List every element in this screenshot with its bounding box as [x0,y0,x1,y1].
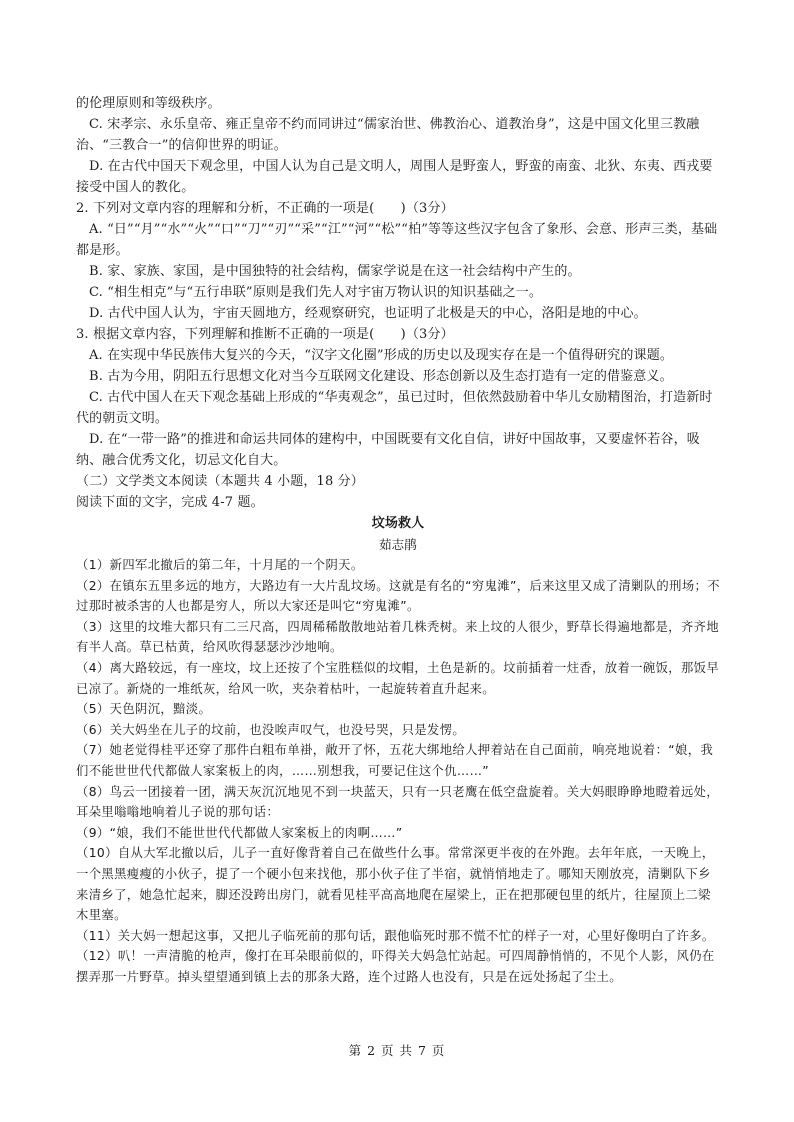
story-paragraph: （3）这里的坟堆大都只有二三尺高，四周稀稀散散地站着几株秃树。来上坟的人很少，野草长得遍地都是，齐齐地有半人高。草已枯黄，给风吹得瑟瑟沙沙地响。 [76,619,720,655]
question-2-stem: 2. 下列对文章内容的理解和分析，不正确的一项是( )（3分） [76,201,454,216]
q2-option-a: A. “日”“月”“水”“火”“口”“刀”“刃”“采”“江”“河”“松”“柏”等等这些汉字包含了象形、会意、形声三类，基础都是形。 [76,222,718,258]
page-content [76,93,720,987]
story-paragraph: （6）关大妈坐在儿子的坟前，也没唉声叹气，也没号哭，只是发愣。 [76,722,466,737]
q1-option-c: C. 宋孝宗、永乐皇帝、雍正皇帝不约而同讲过“儒家治世、佛教治心、道教治身”，这是中国文化里三教融治、“三教合一”的信仰世界的明证。 [76,117,700,153]
story-paragraph: （5）天色阴沉，黯淡。 [76,702,212,717]
page-number: 第 2 页 共 7 页 [348,1043,446,1058]
q3-option-b: B. 古为今用，阴阳五行思想文化对当今互联网文化建设、形态创新以及生态打造有一定的借鉴意义。 [89,369,673,384]
story-paragraph: （9）“娘，我们不能世世代代都做人家案板上的肉啊……” [76,825,403,840]
q2-option-d: D. 古代中国人认为，宇宙天圆地方，经观察研究，也证明了北极是天的中心，洛阳是地的中心。 [89,306,647,321]
story-paragraph: （12）叭！一声清脆的枪声，像打在耳朵眼前似的，吓得关大妈急忙站起。可四周静悄悄的，不见个人影，风仍在摆弄那一片野草。掉头望望通到镇上去的那条大路，连个过路人也没有，只是在远处扬起了尘土。 [76,949,715,984]
story-paragraph: （11）关大妈一想起这事，又把儿子临死前的那句话，跟他临死时那不慌不忙的样子一对，心里好像明白了许多。 [76,928,715,943]
story-paragraph: （7）她老觉得桂平还穿了那件白粗布单褂，敞开了怀，五花大绑地给人押着站在自己面前，响亮地说着：“娘，我们不能世世代代都做人家案板上的肉，……别想我，可要记住这个仇……” [76,743,714,778]
question-1-continuation: 的伦理原则和等级秩序。 [76,96,221,111]
story-paragraph: （1）新四军北撤后的第二年，十月尾的一个阴天。 [76,558,364,572]
q3-option-d: D. 在“一带一路”的推进和命运共同体的建构中，中国既要有文化自信，讲好中国故事，又要虚怀若谷，吸纳、融合优秀文化，切忌文化自大。 [76,432,700,468]
question-3-stem: 3. 根据文章内容，下列理解和推断不正确的一项是( )（3分） [76,327,454,342]
q3-option-a: A. 在实现中华民族伟大复兴的今天，“汉字文化圈”形成的历史以及现实存在是一个值得研究的课题。 [89,348,673,363]
story-paragraph: （8）鸟云一团接着一团，满天灰沉沉地见不到一块蓝天，只有一只老鹰在低空盘旋着。关大妈眼睁睁地瞪着远处，耳朵里嗡嗡地响着儿子说的那句话： [76,784,720,820]
q3-option-c: C. 古代中国人在天下观念基础上形成的“华夷观念”，虽已过时，但依然鼓励着中华儿女励精图治，打造新时代的朝贡文明。 [76,390,713,426]
q1-option-d: D. 在古代中国天下观念里，中国人认为自己是文明人，周围人是野蛮人，野蛮的南蛮、北狄、东夷、西戎要接受中国人的教化。 [76,159,713,195]
section-2-heading: （二）文学类文本阅读（本题共 4 小题，18 分） [76,474,364,489]
story-paragraph: （2）在镇东五里多远的地方，大路边有一大片乱坟场。这就是有名的“穷鬼滩”，后来这里又成了清剿队的刑场；不过那时被杀害的人也都是穷人，所以大家还是叫它“穷鬼滩”。 [76,578,720,614]
story-author: 茹志鹃 [379,537,417,552]
story-paragraph: （4）离大路较远，有一座坟，坟上还按了个宝胜糕似的坟帽，土色是新的。坟前插着一炷香，放着一碗饭，那饭早已凉了。新烧的一堆纸灰，给风一吹，夹杂着枯叶，一起旋转着直升起来。 [76,660,720,696]
story-body [76,555,720,987]
story-title: 坟场救人 [371,516,425,531]
q2-option-b: B. 家、家族、家国，是中国独特的社会结构，儒家学说是在这一社会结构中产生的。 [89,264,581,279]
section-2-instruction: 阅读下面的文字，完成 4-7 题。 [76,495,264,510]
story-paragraph: （10）自从大军北撤以后，儿子一直好像背着自己在做些什么事。常常深更半夜的在外跑。去年年底，一天晚上，一个黑黑瘦瘦的小伙子，提了一个硬小包来找他，那小伙子住了半宿，就悄悄地走了。哪知天刚放亮，清剿队下乡来清乡了，她急忙起来，脚还没跨出房门，就看见桂平高高地爬在屋梁上，正在把那硬包里的纸片，往屋顶上二梁木里塞。 [76,846,715,923]
page-footer [0,1041,794,1059]
q2-option-c: C. “相生相克”与“五行串联”原则是我们先人对宇宙万物认识的知识基础之一。 [89,285,543,300]
